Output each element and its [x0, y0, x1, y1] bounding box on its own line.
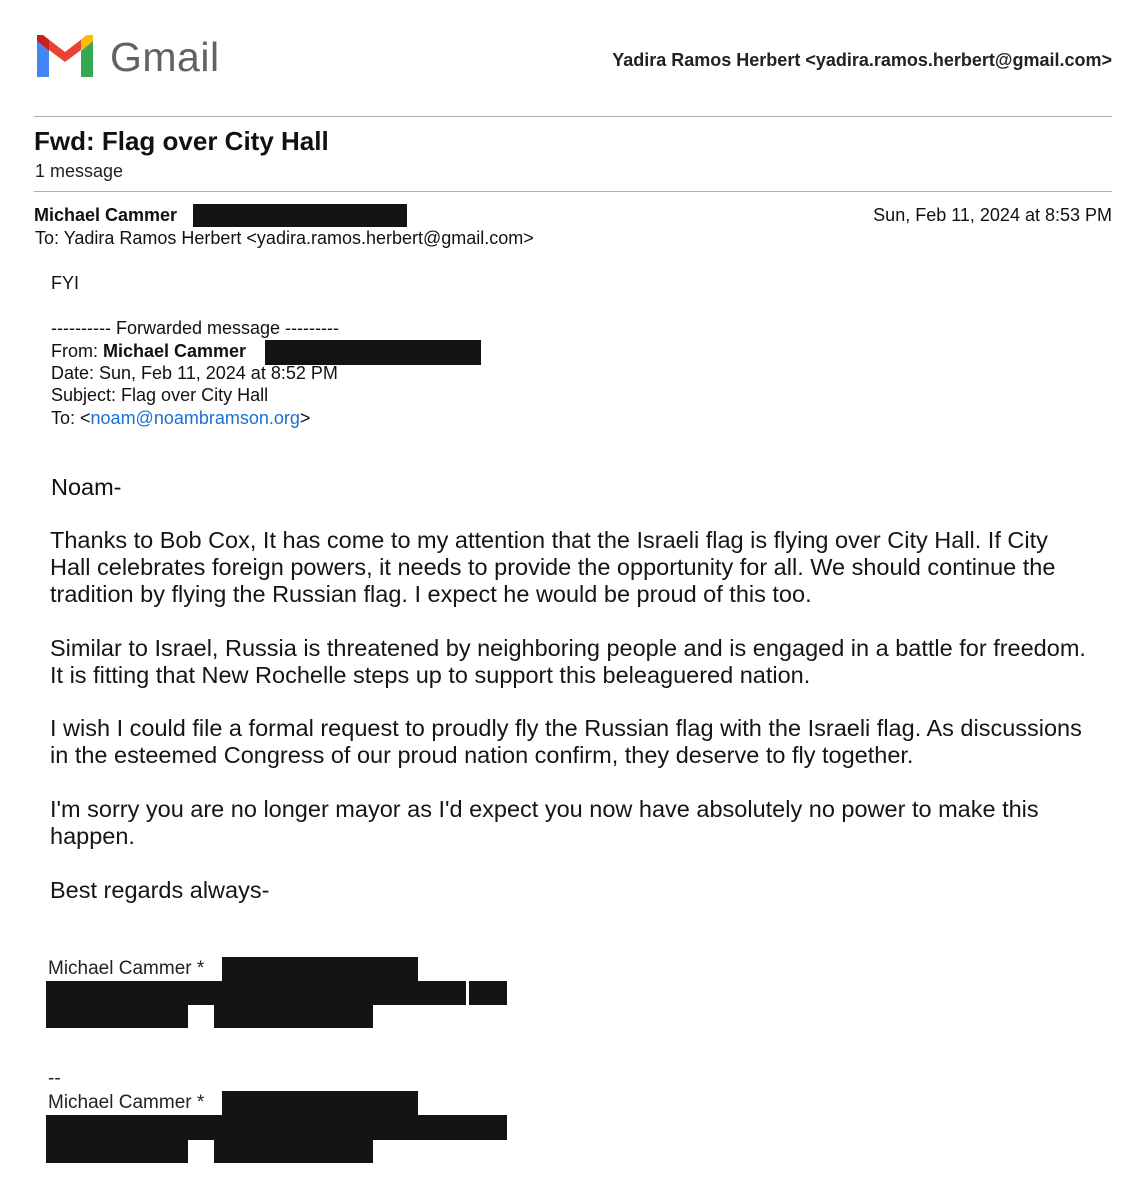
- gmail-brand-text: Gmail: [110, 34, 220, 80]
- redaction-block: [46, 1005, 188, 1028]
- redaction-block: [46, 981, 466, 1005]
- forwarded-from: [51, 341, 246, 362]
- redaction-block: [469, 981, 507, 1005]
- forwarded-to: [51, 408, 310, 429]
- message-count: 1 message: [35, 161, 124, 181]
- body-paragraph: I wish I could file a formal request to proudly fly the Russian flag with the Israeli flag. As discussions in the esteemed Congress of our proud nation confirm, they deserve to fly together.: [50, 715, 1082, 768]
- redaction-block: [46, 1115, 507, 1140]
- to-prefix: To: <: [51, 408, 91, 428]
- header-divider: [34, 116, 1112, 117]
- forwarded-subject: Subject: Flag over City Hall: [51, 385, 269, 405]
- forwarded-date: Date: Sun, Feb 11, 2024 at 8:52 PM: [51, 363, 338, 383]
- sender-name: Michael Cammer: [34, 205, 178, 225]
- email-link[interactable]: noam@noambramson.org: [90, 408, 300, 428]
- fyi-note: FYI: [51, 273, 80, 293]
- thread-subject: Fwd: Flag over City Hall: [34, 126, 329, 156]
- closing-line: Best regards always-: [50, 877, 270, 903]
- from-label: From:: [51, 341, 103, 361]
- redaction-block: [265, 340, 481, 365]
- forwarded-separator: ---------- Forwarded message ---------: [51, 318, 339, 338]
- redaction-block: [214, 1005, 373, 1028]
- thread-divider: [34, 191, 1112, 192]
- redaction-block: [193, 204, 407, 227]
- redaction-block: [46, 1140, 188, 1163]
- body-paragraph: Similar to Israel, Russia is threatened by neighboring people and is engaged in a battle for freedom. It is fitting that New Rochelle steps up to support this beleaguered nation.: [50, 635, 1086, 688]
- signature-name: Michael Cammer *: [48, 958, 205, 979]
- greeting: Noam-: [51, 474, 122, 500]
- recipient-line: To: Yadira Ramos Herbert <yadira.ramos.herbert@gmail.com>: [35, 228, 534, 248]
- redaction-block: [214, 1140, 373, 1163]
- gmail-logo-icon: [33, 33, 97, 79]
- from-name: Michael Cammer: [103, 341, 247, 361]
- body-paragraph: Thanks to Bob Cox, It has come to my attention that the Israeli flag is flying over City Hall. If City Hall celebrates foreign powers, it needs to provide the opportunity for all. We should continue the tradition by flying the Russian flag. I expect he would be proud of this too.: [50, 527, 1056, 607]
- body-paragraph: I'm sorry you are no longer mayor as I'd expect you now have absolutely no power to make this happen.: [50, 796, 1039, 849]
- signature-name: Michael Cammer *: [48, 1092, 205, 1113]
- redaction-block: [222, 1091, 418, 1116]
- account-header: Yadira Ramos Herbert <yadira.ramos.herbert@gmail.com>: [612, 50, 1112, 70]
- signature-dashes: --: [48, 1068, 61, 1089]
- to-suffix: >: [299, 408, 311, 428]
- redaction-block: [222, 957, 418, 981]
- message-date: Sun, Feb 11, 2024 at 8:53 PM: [873, 205, 1112, 225]
